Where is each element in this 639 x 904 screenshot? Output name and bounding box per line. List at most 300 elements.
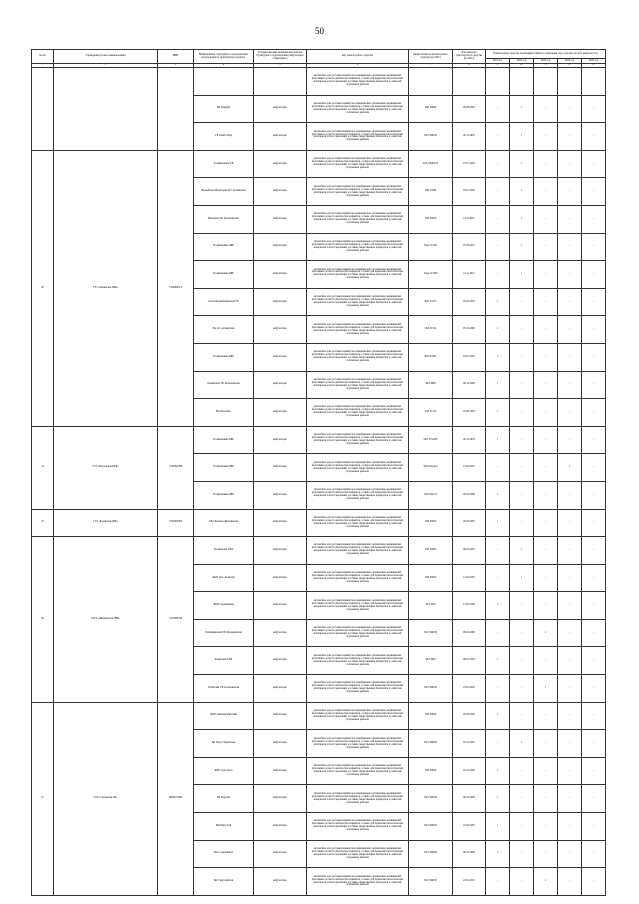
header-org: Учреждение (полное наименование) xyxy=(54,50,158,64)
release-date-cell: 26.11.2003 xyxy=(453,426,486,454)
replacement-cell: - xyxy=(534,205,558,233)
vehicle-type-cell: автомобиль для доставки пациентов в медицинские организации, медицинских работников до места жительства пациентов, а также для перевозки биологических материалов для исследований, доставки лекарственных препаратов до жителей отдаленных районов xyxy=(307,150,409,178)
replacement-cell: - xyxy=(510,702,534,730)
replacement-cell: - xyxy=(558,840,582,868)
replacement-cell: - xyxy=(534,371,558,399)
replacement-cell: - xyxy=(582,288,606,316)
brand-cell: УАЗ 39629 xyxy=(409,702,453,730)
year-header: 2022 год xyxy=(510,59,534,64)
conditions-cell: амбулаторно xyxy=(254,343,307,371)
replacement-cell: - xyxy=(486,675,510,703)
replacement-cell: 1 xyxy=(558,454,582,482)
brand-cell: УАЗ 396294 xyxy=(409,730,453,758)
brand-cell: ГАЗ 22069-04 xyxy=(409,150,453,178)
column-number: 11 xyxy=(534,64,558,68)
release-date-cell: 07.07.2004 xyxy=(453,150,486,178)
column-number: 9 xyxy=(486,64,510,68)
year-header: 2023 год xyxy=(534,59,558,64)
replacement-cell: - xyxy=(558,316,582,344)
release-date-cell: 08.12.2006 xyxy=(453,785,486,813)
subdivision-cell: Размахнинская УБ, Колыхинская xyxy=(194,619,254,647)
vehicle-type-cell: автомобиль для доставки пациентов в медицинские организации, медицинских работников до места жительства пациентов, а также для перевозки биологических материалов для исследований, доставки лекарственных препаратов до жителей отдаленных районов xyxy=(307,509,409,537)
replacement-cell: - xyxy=(486,564,510,592)
replacement-cell: - xyxy=(510,868,534,896)
conditions-cell: амбулаторно xyxy=(254,205,307,233)
brand-cell: УАЗ 396294 xyxy=(409,785,453,813)
replacement-cell: - xyxy=(534,233,558,261)
column-number: 5 xyxy=(254,64,307,68)
subdivision-cell: ВА Хурбуйт xyxy=(194,95,254,123)
conditions-cell: амбулаторно xyxy=(254,481,307,509)
release-date-cell: 03.12.2007 xyxy=(453,730,486,758)
subdivision-cell: УБ Хапит Онгр xyxy=(194,123,254,151)
replacement-cell: - xyxy=(534,343,558,371)
replacement-cell: - xyxy=(510,840,534,868)
vehicle-type-cell: автомобиль для доставки пациентов в медицинские организации, медицинских работников до места жительства пациентов, а также для перевозки биологических материалов для исследований, доставки лекарственных препаратов до жителей отдаленных районов xyxy=(307,730,409,758)
subdivision-cell: ВА Онохойск xyxy=(194,399,254,427)
replacement-cell: - xyxy=(510,509,534,537)
replacement-cell: 1 xyxy=(486,647,510,675)
table-row xyxy=(32,150,606,178)
vehicle-type-cell: автомобиль для доставки пациентов в медицинские организации, медицинских работников до места жительства пациентов, а также для перевозки биологических материалов для исследований, доставки лекарственных препаратов до жителей отдаленных районов xyxy=(307,371,409,399)
replacement-cell: - xyxy=(534,454,558,482)
replacement-cell: - xyxy=(534,785,558,813)
subdivision-cell: Поликлиника ЦРБ xyxy=(194,233,254,261)
subdivision-cell: ФАП Усть-Теленгуй xyxy=(194,564,254,592)
replacement-cell xyxy=(582,68,606,96)
org-inn xyxy=(158,68,194,151)
replacement-cell: 1 xyxy=(510,537,534,565)
brand-cell: УАЗ 39623 xyxy=(409,509,453,537)
subdivision-cell: Поликлиника ЦРБ xyxy=(194,454,254,482)
conditions-cell: амбулаторно xyxy=(254,647,307,675)
conditions-cell: амбулаторно xyxy=(254,316,307,344)
brand-cell: УАЗ 396259 xyxy=(409,619,453,647)
brand-cell: УАЗ 22069 xyxy=(409,178,453,206)
replacement-cell: 1 xyxy=(534,619,558,647)
replacement-cell: - xyxy=(486,261,510,289)
replacement-cell: - xyxy=(582,785,606,813)
replacement-cell: - xyxy=(582,316,606,344)
replacement-cell: - xyxy=(534,702,558,730)
replacement-cell: - xyxy=(510,675,534,703)
replacement-cell: 1 xyxy=(486,592,510,620)
column-number: 10 xyxy=(510,64,534,68)
replacement-cell: - xyxy=(510,757,534,785)
conditions-cell: амбулаторно xyxy=(254,537,307,565)
replacement-cell: 1 xyxy=(534,868,558,896)
replacement-cell: - xyxy=(582,426,606,454)
vehicle-type-cell: автомобиль для доставки пациентов в медицинские организации, медицинских работников до места жительства пациентов, а также для перевозки биологических материалов для исследований, доставки лекарственных препаратов до жителей отдаленных районов xyxy=(307,537,409,565)
replacement-cell: - xyxy=(558,785,582,813)
release-date-cell: 20.11.2005 xyxy=(453,123,486,151)
replacement-cell: - xyxy=(582,813,606,841)
subdivision-cell: Ноинская УБ, Колыхинские xyxy=(194,205,254,233)
replacement-cell: 1 xyxy=(486,288,510,316)
replacement-cell: - xyxy=(558,371,582,399)
replacement-cell: - xyxy=(558,399,582,427)
replacement-cell: - xyxy=(558,592,582,620)
replacement-cell: - xyxy=(486,619,510,647)
replacement-cell: - xyxy=(558,619,582,647)
vehicle-type-cell: автомобиль для доставки пациентов в медицинские организации, медицинских работников до места жительства пациентов, а также для перевозки биологических материалов для исследований, доставки лекарственных препаратов до жителей отдаленных районов xyxy=(307,619,409,647)
replacement-cell: - xyxy=(510,647,534,675)
subdivision-cell: Поликлиника ЦРБ xyxy=(194,481,254,509)
replacement-cell: - xyxy=(582,371,606,399)
conditions-cell: амбулаторно xyxy=(254,619,307,647)
replacement-cell: - xyxy=(558,150,582,178)
vehicle-type-cell: автомобиль для доставки пациентов в медицинские организации, медицинских работников до места жительства пациентов, а также для перевозки биологических материалов для исследований, доставки лекарственных препаратов до жителей отдаленных районов xyxy=(307,702,409,730)
vehicle-type-cell: автомобиль для доставки пациентов в медицинские организации, медицинских работников до места жительства пациентов, а также для перевозки биологических материалов для исследований, доставки лекарственных препаратов до жителей отдаленных районов xyxy=(307,343,409,371)
replacement-cell: - xyxy=(534,757,558,785)
conditions-cell: амбулаторно xyxy=(254,178,307,206)
conditions-cell: амбулаторно xyxy=(254,702,307,730)
org-number xyxy=(32,68,54,151)
replacement-cell: - xyxy=(534,123,558,151)
replacement-cell: - xyxy=(558,343,582,371)
replacement-cell: - xyxy=(558,509,582,537)
subdivision-cell: Чирипская СВА xyxy=(194,647,254,675)
replacement-cell: - xyxy=(558,261,582,289)
brand-cell: ГАЗ 322174 xyxy=(409,481,453,509)
conditions-cell: амбулаторно xyxy=(254,592,307,620)
replacement-cell: - xyxy=(558,813,582,841)
release-date-cell: 13.11.2012 xyxy=(453,261,486,289)
release-date-cell: 07.09.2012 xyxy=(453,233,486,261)
conditions-cell: амбулаторно xyxy=(254,95,307,123)
replacement-cell: - xyxy=(486,537,510,565)
org-inn: 7527000228 xyxy=(158,537,194,703)
replacement-cell: - xyxy=(558,426,582,454)
vehicle-type-cell: автомобиль для доставки пациентов в медицинские организации, медицинских работников до места жительства пациентов, а также для перевозки биологических материалов для исследований, доставки лекарственных препаратов до жителей отдаленных районов xyxy=(307,757,409,785)
vehicle-type-cell: автомобиль для доставки пациентов в медицинские организации, медицинских работников до места жительства пациентов, а также для перевозки биологических материалов для исследований, доставки лекарственных препаратов до жителей отдаленных районов xyxy=(307,564,409,592)
replacement-cell: - xyxy=(510,481,534,509)
vehicle-type-cell: автомобиль для доставки пациентов в медицинские организации, медицинских работников до места жительства пациентов, а также для перевозки биологических материалов для исследований, доставки лекарственных препаратов до жителей отдаленных районов xyxy=(307,481,409,509)
replacement-cell: - xyxy=(486,205,510,233)
replacement-cell: - xyxy=(582,592,606,620)
column-number: 4 xyxy=(194,64,254,68)
org-number: 27 xyxy=(32,702,54,895)
vehicle-type-cell: автомобиль для доставки пациентов в медицинские организации, медицинских работников до места жительства пациентов, а также для перевозки биологических материалов для исследований, доставки лекарственных препаратов до жителей отдаленных районов xyxy=(307,205,409,233)
release-date-cell: 02.12.2002 xyxy=(453,757,486,785)
release-date-cell: 06.02.2003 xyxy=(453,647,486,675)
release-date-cell: 26.05.2006 xyxy=(453,481,486,509)
subdivision-cell: ВА Цасуч Хоринская xyxy=(194,730,254,758)
brand-cell: УАЗ 39623 xyxy=(409,564,453,592)
brand-cell: УАЗ 396259 xyxy=(409,675,453,703)
replacement-cell: - xyxy=(510,426,534,454)
column-number: 7 xyxy=(409,64,453,68)
subdivision-cell: Усибнская УБ, Колыхинская xyxy=(194,675,254,703)
replacement-cell: 1 xyxy=(510,150,534,178)
replacement-cell: 1 xyxy=(486,813,510,841)
replacement-cell: 1 xyxy=(486,840,510,868)
replacement-cell xyxy=(486,68,510,96)
replacement-cell: - xyxy=(582,233,606,261)
year-header: 2024 год xyxy=(558,59,582,64)
conditions-cell: амбулаторно xyxy=(254,813,307,841)
replacement-cell: - xyxy=(582,840,606,868)
org-number: 22 xyxy=(32,509,54,537)
brand-cell: УАЗ 3152365 xyxy=(409,426,453,454)
replacement-cell: - xyxy=(486,123,510,151)
year-header: 2025 год xyxy=(582,59,606,64)
conditions-cell: амбулаторно xyxy=(254,757,307,785)
release-date-cell: 22.01.2013 xyxy=(453,868,486,896)
replacement-cell: - xyxy=(534,813,558,841)
header-release-date: Дата выпуска транспортного средства (по ПТС) xyxy=(453,50,486,64)
replacement-cell: - xyxy=(534,261,558,289)
column-number: 2 xyxy=(54,64,158,68)
brand-cell: УАЗ 3962 xyxy=(409,371,453,399)
replacement-cell: - xyxy=(582,343,606,371)
conditions-cell: амбулаторно xyxy=(254,840,307,868)
release-date-cell: 29.03.2007 xyxy=(453,509,486,537)
replacement-cell: - xyxy=(510,316,534,344)
replacement-cell: - xyxy=(534,509,558,537)
replacement-cell: - xyxy=(534,537,558,565)
conditions-cell: амбулаторно xyxy=(254,564,307,592)
replacement-cell: - xyxy=(534,316,558,344)
page-number: 50 xyxy=(315,26,324,36)
subdivision-cell: ВА Судунтайская xyxy=(194,868,254,896)
replacement-cell: - xyxy=(534,150,558,178)
table-row xyxy=(32,68,606,96)
header-vehicle-type: вид транспортного средства xyxy=(307,50,409,64)
release-date-cell: 05.12.2000 xyxy=(453,316,486,344)
brand-cell: УАЗ 396295 xyxy=(409,813,453,841)
brand-cell: УАЗ 3162 xyxy=(409,592,453,620)
column-number: 6 xyxy=(307,64,409,68)
subdivision-cell: ВА Бурулан xyxy=(194,785,254,813)
org-number: 21 xyxy=(32,426,54,509)
replacement-cell: - xyxy=(558,233,582,261)
brand-cell: УАЗ 396294 xyxy=(409,840,453,868)
release-date-cell: 28.10.2005 xyxy=(453,702,486,730)
replacement-cell: - xyxy=(534,288,558,316)
vehicle-type-cell: автомобиль для доставки пациентов в медицинские организации, медицинских работников до места жительства пациентов, а также для перевозки биологических материалов для исследований, доставки лекарственных препаратов до жителей отдаленных районов xyxy=(307,68,409,96)
header-num: № п/п xyxy=(32,50,54,64)
header-brand: Марка и модель транспортного средства (по ПТС) xyxy=(409,50,453,64)
column-number: 8 xyxy=(453,64,486,68)
org-name: ГУЗ «Балейская ЦРБ» xyxy=(54,509,158,537)
replacement-cell: - xyxy=(534,95,558,123)
replacement-cell: 1 xyxy=(486,371,510,399)
vehicle-type-cell: автомобиль для доставки пациентов в медицинские организации, медицинских работников до места жительства пациентов, а также для перевозки биологических материалов для исследований, доставки лекарственных препаратов до жителей отдаленных районов xyxy=(307,178,409,206)
replacement-cell: - xyxy=(558,647,582,675)
replacement-cell: - xyxy=(582,123,606,151)
replacement-cell: - xyxy=(486,868,510,896)
conditions-cell: амбулаторно xyxy=(254,730,307,758)
org-name xyxy=(54,68,158,151)
brand-cell: УАЗ 39623 xyxy=(409,537,453,565)
vehicle-type-cell: автомобиль для доставки пациентов в медицинские организации, медицинских работников до места жительства пациентов, а также для перевозки биологических материалов для исследований, доставки лекарственных препаратов до жителей отдаленных районов xyxy=(307,123,409,151)
replacement-cell: - xyxy=(558,481,582,509)
header-inn: ИНН xyxy=(158,50,194,64)
brand-cell: УАЗ Патриот xyxy=(409,454,453,482)
header-subdivision: Наименование структурного подразделения, использующего транспортное средство xyxy=(194,50,254,64)
subdivision-cell: ФАП Ушан-Кулинбский xyxy=(194,702,254,730)
replacement-cell: - xyxy=(510,371,534,399)
conditions-cell xyxy=(254,68,307,96)
replacement-cell: 1 xyxy=(486,702,510,730)
column-number: 12 xyxy=(558,64,582,68)
replacement-cell: - xyxy=(534,178,558,206)
vehicle-register-table xyxy=(31,49,606,896)
release-date-cell: 05.02.2005 xyxy=(453,288,486,316)
replacement-cell: - xyxy=(582,675,606,703)
replacement-cell: 1 xyxy=(486,509,510,537)
vehicle-type-cell: автомобиль для доставки пациентов в медицинские организации, медицинских работников до места жительства пациентов, а также для перевозки биологических материалов для исследований, доставки лекарственных препаратов до жителей отдаленных районов xyxy=(307,426,409,454)
subdivision-cell: СВА Баранно-Шахтинская xyxy=(194,509,254,537)
release-date-cell: 06.02.2007 xyxy=(453,537,486,565)
replacement-cell: - xyxy=(582,757,606,785)
vehicle-type-cell: автомобиль для доставки пациентов в медицинские организации, медицинских работников до места жительства пациентов, а также для перевозки биологических материалов для исследований, доставки лекарственных препаратов до жителей отдаленных районов xyxy=(307,592,409,620)
replacement-cell: 1 xyxy=(486,399,510,427)
subdivision-cell: Поликлиника ЦРБ xyxy=(194,343,254,371)
replacement-cell: 1 xyxy=(510,730,534,758)
replacement-cell: - xyxy=(558,123,582,151)
conditions-cell: амбулаторно xyxy=(254,371,307,399)
brand-cell: ВАЗ 21053 xyxy=(409,288,453,316)
replacement-cell: - xyxy=(558,205,582,233)
vehicle-type-cell: автомобиль для доставки пациентов в медицинские организации, медицинских работников до места жительства пациентов, а также для перевозки биологических материалов для исследований, доставки лекарственных препаратов до жителей отдаленных районов xyxy=(307,868,409,896)
release-date-cell: 08.11.2006 xyxy=(453,840,486,868)
replacement-cell: - xyxy=(558,675,582,703)
vehicle-type-cell: автомобиль для доставки пациентов в медицинские организации, медицинских работников до места жительства пациентов, а также для перевозки биологических материалов для исследований, доставки лекарственных препаратов до жителей отдаленных районов xyxy=(307,813,409,841)
replacement-cell: 1 xyxy=(486,343,510,371)
org-inn: 7520002288 xyxy=(158,426,194,509)
replacement-cell xyxy=(534,68,558,96)
release-date-cell: 22.03.2007 xyxy=(453,813,486,841)
subdivision-cell: ВА пгт. Атаманская xyxy=(194,316,254,344)
replacement-cell: - xyxy=(510,785,534,813)
org-number: 26 xyxy=(32,537,54,703)
org-number: 20 xyxy=(32,150,54,426)
replacement-cell: - xyxy=(582,537,606,565)
brand-cell: УАЗ 31512 xyxy=(409,399,453,427)
replacement-cell: - xyxy=(534,647,558,675)
org-name: ГУЗ «Петровская ЦРБ» xyxy=(54,426,158,509)
brand-cell xyxy=(409,68,453,96)
org-name: ГАУЗ «Агинская ОБ» xyxy=(54,702,158,895)
header-row xyxy=(32,50,606,59)
replacement-cell: - xyxy=(510,619,534,647)
replacement-cell: - xyxy=(558,564,582,592)
replacement-cell: - xyxy=(558,868,582,896)
replacement-cell: - xyxy=(534,399,558,427)
replacement-cell: - xyxy=(582,730,606,758)
replacement-cell: - xyxy=(582,647,606,675)
brand-cell: УАЗ 39629 xyxy=(409,95,453,123)
release-date-cell: 06.10.2000 xyxy=(453,371,486,399)
replacement-cell: 1 xyxy=(510,205,534,233)
brand-cell: Лада 213741 xyxy=(409,233,453,261)
subdivision-cell: Врачебная амбулатория пгт. Атаманская xyxy=(194,178,254,206)
replacement-cell: - xyxy=(582,702,606,730)
subdivision-cell: ФАП Средняя Кия xyxy=(194,592,254,620)
replacement-cell: - xyxy=(510,454,534,482)
org-inn: 7520004072 xyxy=(158,150,194,426)
header-replacement: Транспортные средства подлежащие замене в следующем году в расчете на дату выпуска (шт.) xyxy=(486,50,606,59)
org-inn: 8000077940 xyxy=(158,702,194,895)
replacement-cell: 1 xyxy=(510,178,534,206)
replacement-cell: - xyxy=(486,454,510,482)
subdivision-cell: Дешинская УБ, Колыхинская xyxy=(194,371,254,399)
replacement-cell: 1 xyxy=(510,233,534,261)
subdivision-cell: ФАП Кусотуй xyxy=(194,813,254,841)
subdivision-cell: Казаковская СВА xyxy=(194,537,254,565)
replacement-cell: - xyxy=(510,399,534,427)
replacement-cell: - xyxy=(510,813,534,841)
vehicle-type-cell: автомобиль для доставки пациентов в медицинские организации, медицинских работников до места жительства пациентов, а также для перевозки биологических материалов для исследований, доставки лекарственных препаратов до жителей отдаленных районов xyxy=(307,454,409,482)
release-date-cell xyxy=(453,68,486,96)
replacement-cell: - xyxy=(582,399,606,427)
year-header: 2021 год xyxy=(486,59,510,64)
conditions-cell: амбулаторно xyxy=(254,150,307,178)
brand-cell: УАЗ 396259 xyxy=(409,123,453,151)
replacement-cell: - xyxy=(558,288,582,316)
replacement-cell: - xyxy=(534,426,558,454)
vehicle-type-cell: автомобиль для доставки пациентов в медицинские организации, медицинских работников до места жительства пациентов, а также для перевозки биологических материалов для исследований, доставки лекарственных препаратов до жителей отдаленных районов xyxy=(307,840,409,868)
vehicle-type-cell: автомобиль для доставки пациентов в медицинские организации, медицинских работников до места жительства пациентов, а также для перевозки биологических материалов для исследований, доставки лекарственных препаратов до жителей отдаленных районов xyxy=(307,399,409,427)
replacement-cell: 1 xyxy=(510,564,534,592)
conditions-cell: амбулаторно xyxy=(254,785,307,813)
replacement-cell: - xyxy=(558,178,582,206)
replacement-cell: - xyxy=(534,730,558,758)
replacement-cell: - xyxy=(534,481,558,509)
replacement-cell: - xyxy=(486,233,510,261)
conditions-cell: амбулаторно xyxy=(254,454,307,482)
vehicle-type-cell: автомобиль для доставки пациентов в медицинские организации, медицинских работников до места жительства пациентов, а также для перевозки биологических материалов для исследований, доставки лекарственных препаратов до жителей отдаленных районов xyxy=(307,316,409,344)
replacement-cell: - xyxy=(510,592,534,620)
vehicle-type-cell: автомобиль для доставки пациентов в медицинские организации, медицинских работников до места жительства пациентов, а также для перевозки биологических материалов для исследований, доставки лекарственных препаратов до жителей отдаленных районов xyxy=(307,675,409,703)
table-body xyxy=(32,68,606,896)
table-row xyxy=(32,702,606,730)
release-date-cell: 13.03.2003 xyxy=(453,592,486,620)
replacement-cell: - xyxy=(486,150,510,178)
vehicle-type-cell: автомобиль для доставки пациентов в медицинские организации, медицинских работников до места жительства пациентов, а также для перевозки биологических материалов для исследований, доставки лекарственных препаратов до жителей отдаленных районов xyxy=(307,785,409,813)
subdivision-cell: Колосинская Книжской УБ xyxy=(194,288,254,316)
replacement-cell: - xyxy=(558,757,582,785)
replacement-cell: 1 xyxy=(510,261,534,289)
conditions-cell: амбулаторно xyxy=(254,509,307,537)
replacement-cell xyxy=(510,68,534,96)
replacement-cell: 1 xyxy=(486,481,510,509)
replacement-cell: - xyxy=(486,178,510,206)
release-date-cell: 20.06.1993 xyxy=(453,399,486,427)
replacement-cell: 1 xyxy=(510,95,534,123)
replacement-cell: 1 xyxy=(486,785,510,813)
org-inn: 7520003900 xyxy=(158,509,194,537)
replacement-cell: - xyxy=(510,288,534,316)
vehicle-type-cell: автомобиль для доставки пациентов в медицинские организации, медицинских работников до места жительства пациентов, а также для перевозки биологических материалов для исследований, доставки лекарственных препаратов до жителей отдаленных районов xyxy=(307,233,409,261)
conditions-cell: амбулаторно xyxy=(254,426,307,454)
vehicle-type-cell: автомобиль для доставки пациентов в медицинские организации, медицинских работников до места жительства пациентов, а также для перевозки биологических материалов для исследований, доставки лекарственных препаратов до жителей отдаленных районов xyxy=(307,647,409,675)
replacement-cell: - xyxy=(534,592,558,620)
conditions-cell: амбулаторно xyxy=(254,399,307,427)
vehicle-type-cell: автомобиль для доставки пациентов в медицинские организации, медицинских работников до места жительства пациентов, а также для перевозки биологических материалов для исследований, доставки лекарственных препаратов до жителей отдаленных районов xyxy=(307,288,409,316)
release-date-cell: 23.01.2010 xyxy=(453,675,486,703)
brand-cell: Лада 213100 xyxy=(409,261,453,289)
replacement-cell: 1 xyxy=(534,675,558,703)
column-number: 13 xyxy=(582,64,606,68)
brand-cell: УАЗ 39629 xyxy=(409,757,453,785)
subdivision-cell: Поликлиника ЦРБ xyxy=(194,261,254,289)
replacement-cell: - xyxy=(582,564,606,592)
replacement-cell: - xyxy=(510,343,534,371)
replacement-cell: - xyxy=(486,95,510,123)
